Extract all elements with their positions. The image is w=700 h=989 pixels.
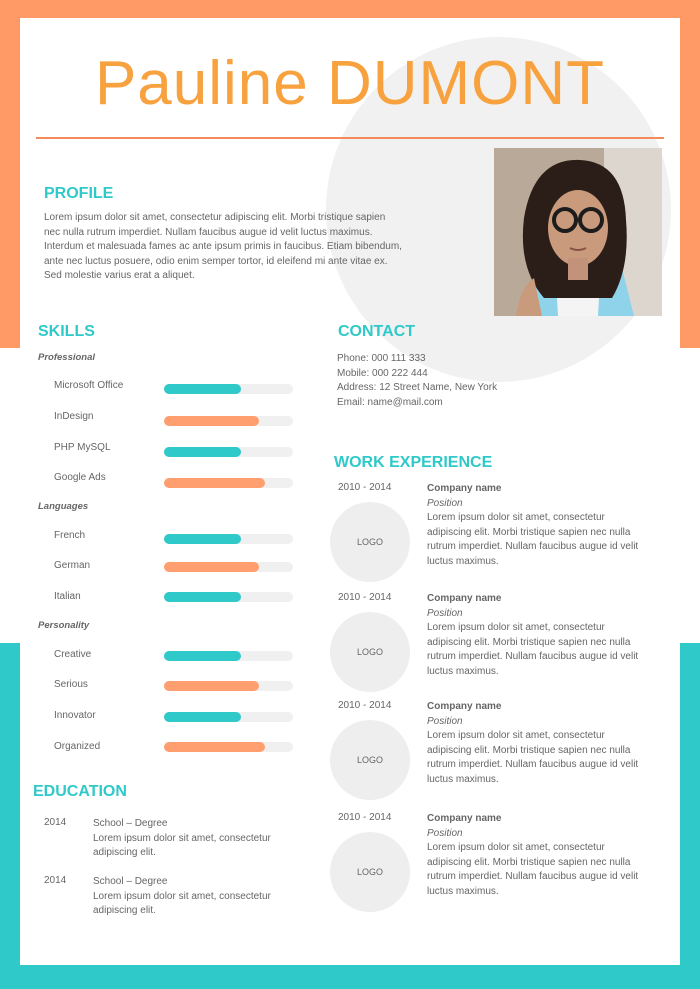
education-line: Lorem ipsum dolor sit amet, consectetur [93, 890, 271, 902]
company-logo-placeholder [330, 720, 410, 800]
logo-label: LOGO [356, 537, 383, 547]
company-logo-placeholder [330, 502, 410, 582]
skill-bar-fill [164, 742, 265, 752]
job-description-line: rutrum imperdiet. Nullam faucibus augue id velit [427, 871, 639, 882]
skill-bar-fill [164, 562, 259, 572]
education-degree: School – Degree [93, 876, 168, 887]
education-entry [93, 817, 303, 861]
education-line: adipiscing elit. [93, 847, 156, 858]
job-company: Company name [427, 483, 502, 494]
skill-bar-fill [164, 478, 265, 488]
skill-bar [164, 651, 293, 661]
skill-label: Italian [54, 591, 81, 602]
education-entry [93, 875, 303, 919]
job-period: 2010 - 2014 [338, 592, 392, 603]
job-entry [427, 812, 667, 899]
job-description-line: adipiscing elit. Morbi tristique sapien nec nulla [427, 526, 631, 538]
skill-label: Creative [54, 649, 92, 660]
skill-bar-fill [164, 534, 241, 544]
job-description-line: Lorem ipsum dolor sit amet, consectetur [427, 622, 605, 633]
job-company: Company name [427, 813, 502, 824]
contact-heading: CONTACT [338, 323, 416, 340]
job-description-line: Lorem ipsum dolor sit amet, consectetur [427, 512, 605, 523]
skill-label: Organized [54, 741, 101, 752]
job-description-line: adipiscing elit. Morbi tristique sapien nec nulla [427, 744, 631, 756]
job-position: Position [427, 827, 463, 839]
contact-details [337, 352, 497, 410]
job-description-line: Lorem ipsum dolor sit amet, consectetur [427, 842, 605, 853]
skill-group-personality: Personality [38, 620, 90, 631]
skill-bar [164, 592, 293, 602]
skill-label: German [54, 560, 91, 571]
contact-address: Address: 12 Street Name, New York [337, 382, 498, 393]
skill-bar-fill [164, 447, 241, 457]
skill-bar [164, 681, 293, 691]
skill-bar [164, 534, 293, 544]
job-description-line: adipiscing elit. Morbi tristique sapien nec nulla [427, 856, 631, 868]
skill-bar [164, 742, 293, 752]
skill-bar-fill [164, 384, 241, 394]
education-line: Lorem ipsum dolor sit amet, consectetur [93, 832, 271, 844]
profile-line: Lorem ipsum dolor sit amet, consectetur adipiscing elit. Morbi tristique sapien [44, 212, 386, 223]
company-logo-placeholder [330, 612, 410, 692]
profile-photo [494, 148, 662, 316]
job-description-line: luctus maximus. [427, 665, 499, 677]
job-company: Company name [427, 593, 502, 604]
job-period: 2010 - 2014 [338, 482, 392, 493]
skill-label: InDesign [54, 411, 94, 422]
education-year: 2014 [44, 817, 67, 828]
skill-bar-fill [164, 592, 241, 602]
skill-label: Serious [54, 679, 88, 690]
skill-bar [164, 478, 293, 488]
skill-group-languages: Languages [38, 501, 89, 512]
skill-label: Innovator [54, 710, 96, 721]
logo-label: LOGO [356, 755, 383, 765]
job-description-line: Lorem ipsum dolor sit amet, consectetur [427, 730, 605, 741]
skill-label: Microsoft Office [54, 380, 124, 391]
job-description-line: luctus maximus. [427, 773, 499, 785]
profile-line: Sed molestie varius erat a aliquet. [44, 270, 195, 282]
job-entry [427, 482, 667, 569]
profile-line: Interdum et malesuada fames ac ante ipsum primis in faucibus. Etiam bibendum, [44, 241, 402, 253]
job-description-line: rutrum imperdiet. Nullam faucibus augue id velit [427, 541, 639, 552]
contact-email: Email: name@mail.com [337, 396, 443, 408]
job-entry [427, 592, 667, 679]
job-position: Position [427, 497, 463, 509]
education-line: adipiscing elit. [93, 905, 156, 916]
profile-heading: PROFILE [44, 185, 114, 202]
company-logo-placeholder [330, 832, 410, 912]
profile-text [44, 211, 434, 284]
skill-label: PHP MySQL [54, 442, 111, 453]
job-description-line: luctus maximus. [427, 885, 499, 897]
job-entry [427, 700, 667, 787]
work-experience-heading: WORK EXPERIENCE [334, 454, 493, 471]
skill-bar-fill [164, 651, 241, 661]
skill-label: Google Ads [54, 472, 106, 483]
job-company: Company name [427, 701, 502, 712]
skill-bar [164, 447, 293, 457]
education-year: 2014 [44, 875, 67, 886]
skill-group-professional: Professional [38, 352, 96, 363]
contact-phone: Phone: 000 111 333 [337, 353, 426, 364]
job-position: Position [427, 715, 463, 727]
header-divider [36, 137, 664, 139]
logo-label: LOGO [356, 647, 383, 657]
skill-bar [164, 416, 293, 426]
job-period: 2010 - 2014 [338, 812, 392, 823]
job-period: 2010 - 2014 [338, 700, 392, 711]
skill-label: French [54, 530, 86, 541]
candidate-name: Pauline DUMONT [94, 49, 606, 118]
profile-line: nec nulla rutrum imperdiet. Nullam faucibus augue id velit luctus maximus. [44, 226, 373, 238]
skill-bar-fill [164, 416, 259, 426]
contact-mobile: Mobile: 000 222 444 [337, 367, 428, 379]
job-description-line: luctus maximus. [427, 555, 499, 567]
skill-bar-fill [164, 681, 259, 691]
skill-bar [164, 384, 293, 394]
job-position: Position [427, 607, 463, 619]
skill-bar [164, 562, 293, 572]
education-heading: EDUCATION [33, 783, 127, 800]
job-description-line: rutrum imperdiet. Nullam faucibus augue id velit [427, 651, 639, 662]
job-description-line: rutrum imperdiet. Nullam faucibus augue id velit [427, 759, 639, 770]
profile-line: ante nec luctus posuere, odio enim semper tortor, id eleifend mi ante vitae ex. [44, 255, 388, 267]
skill-bar [164, 712, 293, 722]
education-degree: School – Degree [93, 818, 168, 829]
portrait-illustration [494, 148, 662, 316]
skill-bar-fill [164, 712, 241, 722]
skills-heading: SKILLS [38, 323, 95, 340]
job-description-line: adipiscing elit. Morbi tristique sapien nec nulla [427, 636, 631, 648]
logo-label: LOGO [356, 867, 383, 877]
